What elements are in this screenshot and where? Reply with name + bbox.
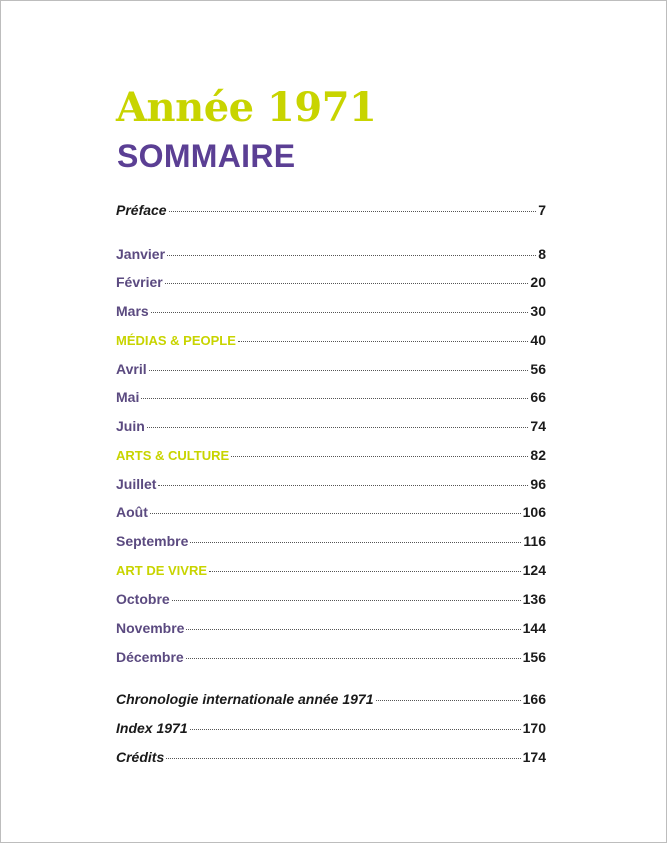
dot-leader bbox=[190, 729, 521, 730]
toc-label: Juillet bbox=[116, 476, 157, 492]
toc-page-number: 136 bbox=[522, 591, 546, 607]
dot-leader bbox=[376, 700, 521, 701]
dot-leader bbox=[149, 370, 529, 371]
toc-label: Avril bbox=[116, 361, 147, 377]
toc-page-number: 20 bbox=[530, 274, 546, 290]
dot-leader bbox=[166, 758, 520, 759]
toc-label: Septembre bbox=[116, 533, 189, 549]
toc-page-number: 82 bbox=[530, 447, 546, 463]
toc-entry-novembre[interactable] bbox=[116, 618, 546, 638]
toc-label: Décembre bbox=[116, 649, 184, 665]
toc-label: Index 1971 bbox=[116, 720, 188, 736]
toc-page-number: 174 bbox=[522, 749, 546, 765]
page-subtitle: SOMMAIRE bbox=[117, 138, 296, 174]
toc-label: Mai bbox=[116, 389, 140, 405]
toc-label: ARTS & CULTURE bbox=[116, 448, 230, 463]
dot-leader bbox=[150, 513, 521, 514]
dot-leader bbox=[158, 485, 528, 486]
toc-page-number: 74 bbox=[530, 418, 546, 434]
toc-entry-mars[interactable] bbox=[116, 301, 546, 321]
toc-page-number: 166 bbox=[522, 691, 546, 707]
toc-label: ART DE VIVRE bbox=[116, 563, 208, 578]
toc-page-number: 156 bbox=[522, 649, 546, 665]
toc-label: Préface bbox=[116, 202, 167, 218]
toc-page-number: 7 bbox=[538, 202, 546, 218]
toc-page-number: 66 bbox=[530, 389, 546, 405]
toc-label: Novembre bbox=[116, 620, 185, 636]
toc-page-number: 40 bbox=[530, 332, 546, 348]
toc-entry-octobre[interactable] bbox=[116, 589, 546, 609]
toc-entry-credits[interactable] bbox=[116, 747, 546, 767]
toc-entry-chronologie[interactable] bbox=[116, 689, 546, 709]
toc-entry-juillet[interactable] bbox=[116, 474, 546, 494]
toc-label: Janvier bbox=[116, 246, 166, 262]
toc-entry-juin[interactable] bbox=[116, 416, 546, 436]
dot-leader bbox=[165, 283, 529, 284]
toc-entry-janvier[interactable] bbox=[116, 244, 546, 264]
dot-leader bbox=[209, 571, 521, 572]
toc-entry-preface[interactable] bbox=[116, 200, 546, 220]
toc-label: MÉDIAS & PEOPLE bbox=[116, 333, 236, 348]
toc-page-number: 124 bbox=[522, 562, 546, 578]
dot-leader bbox=[231, 456, 528, 457]
toc-page-number: 144 bbox=[522, 620, 546, 636]
toc-entry-medias-people[interactable] bbox=[116, 330, 546, 350]
toc-page-number: 30 bbox=[530, 303, 546, 319]
dot-leader bbox=[141, 398, 528, 399]
toc-entry-septembre[interactable] bbox=[116, 531, 546, 551]
toc-entry-avril[interactable] bbox=[116, 359, 546, 379]
toc-label: Octobre bbox=[116, 591, 170, 607]
toc-label: Août bbox=[116, 504, 148, 520]
toc-label: Mars bbox=[116, 303, 149, 319]
toc-page-number: 106 bbox=[522, 504, 546, 520]
dot-leader bbox=[169, 211, 537, 212]
dot-leader bbox=[186, 658, 521, 659]
toc-entry-arts-culture[interactable] bbox=[116, 445, 546, 465]
toc-entry-art-de-vivre[interactable] bbox=[116, 560, 546, 580]
toc-page-number: 116 bbox=[523, 533, 546, 549]
dot-leader bbox=[147, 427, 529, 428]
toc-label: Février bbox=[116, 274, 163, 290]
toc-label: Juin bbox=[116, 418, 145, 434]
dot-leader bbox=[238, 341, 529, 342]
dot-leader bbox=[151, 312, 529, 313]
page-title: Année 1971 bbox=[116, 84, 377, 131]
toc-label: Crédits bbox=[116, 749, 165, 765]
dot-leader bbox=[167, 255, 536, 256]
toc-entry-mai[interactable] bbox=[116, 387, 546, 407]
toc-entry-aout[interactable] bbox=[116, 502, 546, 522]
toc-page-number: 8 bbox=[538, 246, 546, 262]
toc-entry-decembre[interactable] bbox=[116, 647, 546, 667]
dot-leader bbox=[190, 542, 521, 543]
toc-page-number: 170 bbox=[522, 720, 546, 736]
dot-leader bbox=[186, 629, 520, 630]
toc-entry-index[interactable] bbox=[116, 718, 546, 738]
toc-page-number: 56 bbox=[530, 361, 546, 377]
toc-entry-fevrier[interactable] bbox=[116, 272, 546, 292]
dot-leader bbox=[172, 600, 521, 601]
toc-page-number: 96 bbox=[530, 476, 546, 492]
toc-label: Chronologie internationale année 1971 bbox=[116, 691, 374, 707]
